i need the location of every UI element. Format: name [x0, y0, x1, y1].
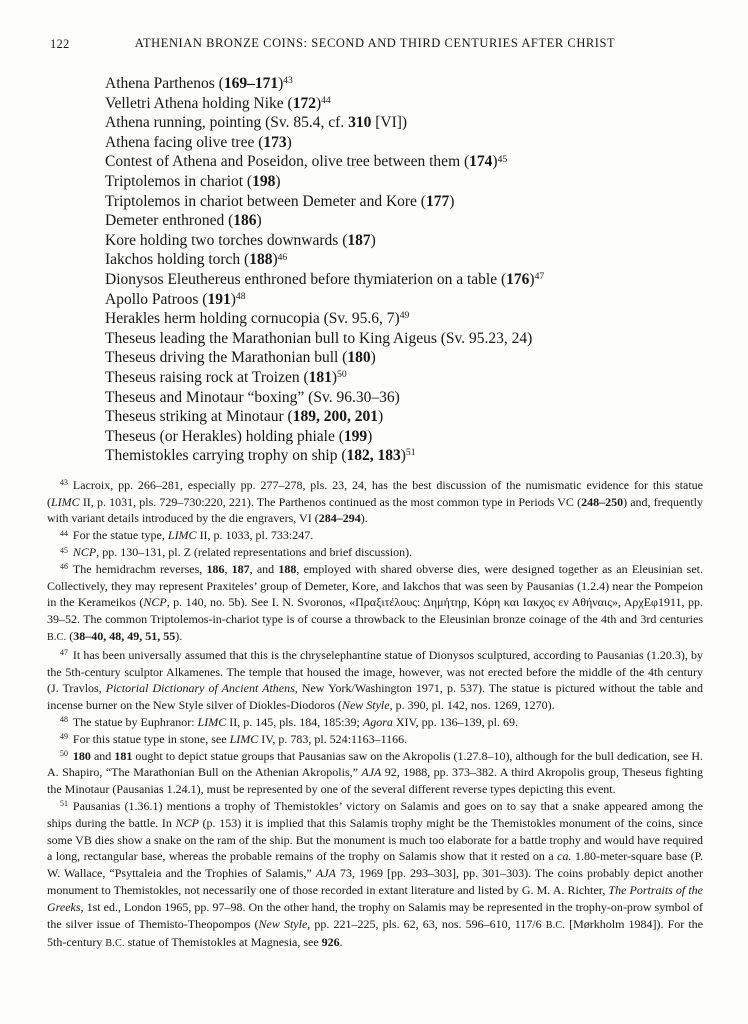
- catalogue-number: 284–294: [318, 511, 361, 526]
- coin-type-item: Athena facing olive tree (173): [105, 133, 292, 151]
- catalogue-number: 189, 200, 201: [292, 408, 378, 426]
- catalogue-number: 248–250: [581, 494, 624, 509]
- coin-type-item: Theseus and Minotaur “boxing” (Sv. 96.30–36): [105, 388, 400, 406]
- footnote-marker: 48: [60, 715, 68, 725]
- coin-type-item: Theseus raising rock at Troizen $(181)^{50}$: [105, 368, 347, 386]
- catalogue-number: 38–40, 48, 49, 51, 55: [73, 629, 176, 644]
- catalogue-number: 180: [72, 748, 91, 763]
- footnotes-section: [47, 477, 703, 953]
- coin-type-item: Dionysos Eleuthereus enthroned before thymiaterion on a table $(176)^{47}$: [105, 270, 545, 288]
- page-header: [47, 36, 703, 53]
- footnote-51: $^{51}$ Pausanias (1.36.1) mentions a trophy of Themistokles’ victory on Salamis and goes on to say that a snake appeared among the ships during the battle. In NCP (p. 153) it is implied that this Salamis trophy might be the Themistokles monument of the coins, since some VB dies show a snake on the ram of the ship. But the monument is much too elaborate for a battle trophy and would have required a long, rectangular base, whereas the probable remains of the trophy on Salamis show that it rested on a ca. 1.80-meter-square base (P. W. Wallace, “Psyttaleia and the Trophies of Salamis,” AJA 73, 1969 [pp. 293–303], pp. 301–303). The coins probably depict another monument to Themistokles, not necessarily one of those recorded in extant literature and listed by G. M. A. Richter, The Portraits of the Greeks, 1st ed., London 1965, pp. 97–98. On the other hand, the trophy on Salamis may be represented in the trophy-on-prow symbol of the silver issue of Themisto-Theopompos (New Style, pp. 221–225, pls. 62, 63, nos. 596–610, 117/6 B.C. [Mørkholm 1984]). For the 5th-century B.C. statue of Themistokles at Magnesia, see 926.: [47, 799, 704, 950]
- coin-type-item: Herakles herm holding cornucopia (Sv. 95.6, 7)$^{49}$: [105, 310, 410, 328]
- catalogue-number: 187: [231, 561, 250, 576]
- italic-citation: Pictorial Dictionary of Ancient Athens: [105, 681, 295, 696]
- footnote-ref: 45: [497, 153, 508, 165]
- coin-type-item: Contest of Athena and Poseidon, olive tree between them $(174)^{45}$: [105, 153, 508, 171]
- coin-type-item: Theseus driving the Marathonian bull (180): [105, 349, 376, 367]
- running-title: ATHENIAN BRONZE COINS: SECOND AND THIRD CENTURIES AFTER CHRIST: [134, 36, 616, 50]
- coin-type-item: Velletri Athena holding Nike $(172)^{44}$: [105, 94, 331, 112]
- footnote-ref: 44: [321, 94, 331, 106]
- italic-citation: ca.: [557, 849, 572, 864]
- coin-type-list: [105, 74, 703, 466]
- catalogue-number: 191: [207, 290, 231, 308]
- catalogue-number: 188: [278, 561, 297, 576]
- coin-type-item: Demeter enthroned (186): [105, 212, 262, 230]
- small-caps-era: B.C.: [47, 632, 67, 644]
- catalogue-number: 181: [308, 368, 332, 386]
- italic-citation: AJA: [361, 765, 382, 780]
- footnote-50: $^{50}$ 180 and 181 ought to depict statue groups that Pausanias saw on the Akropolis (1.27.8–10), although for the bull dedication, see H. A. Shapiro, “The Marathonian Bull on the Athenian Akropolis,” AJA 92, 1988, pp. 373–382. A third Akropolis group, Theseus fighting the Minotaur (Pausanias 1.24.1), must be represented by one of the several different reverse types depicting this event.: [47, 748, 704, 797]
- catalogue-number: 186: [233, 212, 257, 230]
- footnote-ref: 46: [277, 251, 288, 263]
- page-number: 122: [50, 37, 70, 51]
- coin-type-item: Iakchos holding torch $(188)^{46}$: [105, 251, 288, 269]
- footnote-48: $^{48}$ The statue by Euphranor: LIMC II, p. 145, pls. 184, 185:39; Agora XIV, pp. 136–139, pl. 69.: [60, 715, 519, 730]
- catalogue-number: 181: [114, 748, 133, 763]
- italic-citation: NCP: [175, 815, 199, 830]
- catalogue-number: 174: [469, 153, 493, 171]
- footnote-ref: 51: [405, 447, 416, 459]
- catalogue-number: 182, 183: [346, 447, 401, 465]
- coin-type-item: Apollo Patroos $(191)^{48}$: [105, 290, 246, 308]
- footnote-marker: 46: [60, 562, 68, 572]
- footnote-ref: 50: [337, 369, 347, 381]
- italic-citation: LIMC: [167, 528, 197, 543]
- coin-type-item: Triptolemos in chariot between Demeter and Kore (177): [105, 192, 455, 210]
- catalogue-number: 186: [206, 561, 225, 576]
- footnote-marker: 44: [60, 528, 68, 538]
- italic-citation: LIMC: [197, 715, 227, 730]
- catalogue-number: 172: [292, 94, 316, 112]
- coin-type-item: Athena running, pointing (Sv. 85.4, cf. 310 [VI]): [105, 114, 408, 132]
- footnote-49: $^{49}$ For this statue type in stone, see LIMC IV, p. 783, pl. 524:1163–1166.: [60, 731, 408, 746]
- footnote-marker: 49: [60, 732, 68, 742]
- coin-type-item: Theseus striking at Minotaur (189, 200, 201): [105, 408, 384, 426]
- footnote-marker: 45: [60, 545, 68, 555]
- coin-type-item: Theseus leading the Marathonian bull to King Aigeus (Sv. 95.23, 24): [105, 329, 533, 347]
- footnote-marker: 43: [60, 478, 68, 488]
- catalogue-number: 173: [263, 133, 287, 151]
- footnote-marker: 50: [60, 749, 68, 759]
- coin-type-item: Athena Parthenos $(169-171)^{43}$: [105, 75, 293, 92]
- footnote-47: $^{47}$ It has been universally assumed that this is the chryselephantine statue of Dionysos sculptured, according to Pausanias (1.20.3), by the 5th-century sculptor Alkamenes. The temple that housed the image, however, was not erected before the middle of the 4th century (J. Travlos, Pictorial Dictionary of Ancient Athens, New York/Washington 1971, p. 537). The statue is pictured without the table and incense burner on the New Style silver of Diokles-Diodoros (New Style, p. 390, pl. 142, nos. 1269, 1270).: [47, 647, 703, 713]
- catalogue-number: 188: [249, 251, 273, 269]
- coin-type-item: Themistokles carrying trophy on ship (182, 183)$^{51}$: [105, 447, 416, 465]
- footnote-44: $^{44}$ For the statue type, LIMC II, p. 1033, pl. 733:247.: [60, 528, 314, 543]
- catalogue-number: 176: [506, 270, 530, 288]
- italic-citation: Agora: [362, 715, 393, 730]
- italic-citation: LIMC: [229, 731, 259, 746]
- small-caps-era: B.C.: [545, 919, 565, 931]
- footnote-ref: 48: [235, 290, 246, 302]
- catalogue-number: 177: [425, 192, 450, 210]
- italic-citation: New Style: [258, 916, 308, 931]
- catalogue-number: 199: [343, 427, 368, 445]
- footnote-ref: 47: [534, 271, 545, 283]
- footnote-43: $^{43}$ Lacroix, pp. 266–281, especially pp. 277–278, pls. 23, 24, has the best discussion of the numismatic evidence for this statue (LIMC II, p. 1031, pls. 729–730:220, 221). The Parthenos continued as the most common type in Periods VC (248–250) and, frequently with variant details introduced by the die engravers, VI (284–294).: [47, 477, 703, 526]
- footnote-marker: 51: [60, 799, 68, 809]
- italic-citation: NCP: [143, 595, 167, 610]
- italic-citation: The Portraits of the Greeks: [47, 883, 703, 914]
- catalogue-number: 180: [347, 349, 371, 367]
- catalogue-number: 187: [347, 231, 371, 249]
- footnote-ref: 49: [399, 310, 410, 322]
- footnote-45: $^{45}$ NCP, pp. 130–131, pl. Z (related representations and brief discussion).: [60, 545, 413, 560]
- footnote-marker: 47: [60, 648, 68, 658]
- italic-citation: LIMC: [51, 494, 80, 509]
- small-caps-era: B.C.: [105, 938, 125, 950]
- italic-citation: AJA: [315, 866, 336, 881]
- catalogue-number: 198: [252, 172, 276, 190]
- italic-citation: New Style: [341, 698, 390, 713]
- catalogue-number: 310: [348, 114, 372, 132]
- catalogue-number: 926: [321, 935, 340, 950]
- italic-citation: NCP: [72, 545, 97, 560]
- footnote-46: $^{46}$ The hemidrachm reverses, 186, 187, and 188, employed with shared obverse dies, were designed together as an Eleusinian set. Collectively, they may represent Praxiteles’ group of Demeter, Kore, and Iakchos that was seen by Pausanias (1.2.4) near the Pompeion in the Kerameikos (NCP, p. 140, no. 5b). See I. N. Svoronos, «Πραξιτέλους: Δημήτηρ, Κόρη και Ιακχος εν Αθήναις», ΑρχΕφ1911, pp. 39–52. The common Triptolemos-in-chariot type is of course a throwback to the Eleusinian bronze coinage of the 4th and 3rd centuries B.C. (38–40, 48, 49, 51, 55).: [47, 561, 704, 644]
- coin-type-item: Theseus (or Herakles) holding phiale (199): [105, 427, 373, 445]
- catalogue-number: 169–171: [223, 75, 279, 92]
- coin-type-item: Triptolemos in chariot (198): [105, 172, 281, 190]
- footnote-ref: 43: [283, 75, 293, 87]
- coin-type-item: Kore holding two torches downwards (187): [105, 231, 376, 249]
